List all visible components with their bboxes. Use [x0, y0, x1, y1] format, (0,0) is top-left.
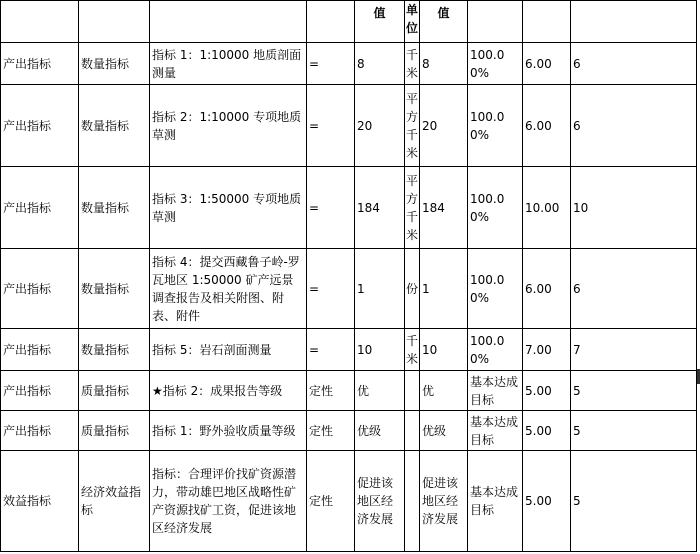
- actual-value-cell: 184: [420, 167, 468, 249]
- category-cell: 产出指标: [1, 249, 79, 329]
- score-cell: 6: [571, 85, 697, 167]
- table-row: [1, 43, 697, 85]
- completion-rate-cell: 100.00%: [468, 85, 523, 167]
- target-value-cell: 优级: [355, 411, 405, 451]
- unit-cell: 平方千米: [405, 85, 420, 167]
- operator-cell: =: [307, 43, 355, 85]
- score-cell: 5: [571, 371, 697, 411]
- unit-cell: [405, 451, 420, 552]
- completion-rate-cell: 100.00%: [468, 329, 523, 371]
- completion-rate-cell: 100.00%: [468, 43, 523, 85]
- operator-cell: 定性: [307, 451, 355, 552]
- subcategory-cell: 数量指标: [79, 249, 150, 329]
- subcategory-cell: 数量指标: [79, 43, 150, 85]
- unit-cell: 千米: [405, 329, 420, 371]
- weight-cell: 6.00: [523, 43, 571, 85]
- unit-cell: [405, 371, 420, 411]
- indicator-cell: 指标 1：野外验收质量等级: [150, 411, 307, 451]
- header-indicator-cell: [150, 1, 307, 43]
- score-cell: 6: [571, 249, 697, 329]
- weight-cell: 5.00: [523, 411, 571, 451]
- unit-cell: 份: [405, 249, 420, 329]
- target-value-cell: 184: [355, 167, 405, 249]
- score-cell: 6: [571, 43, 697, 85]
- table-row: [1, 411, 697, 451]
- operator-cell: 定性: [307, 371, 355, 411]
- subcategory-cell: 数量指标: [79, 329, 150, 371]
- category-cell: 产出指标: [1, 329, 79, 371]
- score-cell: 5: [571, 451, 697, 552]
- unit-cell: 平方千米: [405, 167, 420, 249]
- operator-cell: =: [307, 167, 355, 249]
- target-value-cell: 1: [355, 249, 405, 329]
- category-cell: 产出指标: [1, 411, 79, 451]
- header-subcategory-cell: [79, 1, 150, 43]
- category-cell: 产出指标: [1, 371, 79, 411]
- target-value-cell: 20: [355, 85, 405, 167]
- actual-value-cell: 20: [420, 85, 468, 167]
- category-cell: 效益指标: [1, 451, 79, 552]
- unit-cell: 千米: [405, 43, 420, 85]
- subcategory-cell: 质量指标: [79, 371, 150, 411]
- subcategory-cell: 经济效益指标: [79, 451, 150, 552]
- subcategory-cell: 数量指标: [79, 167, 150, 249]
- completion-rate-cell: 100.00%: [468, 249, 523, 329]
- score-cell: 5: [571, 411, 697, 451]
- header-actual-value-cell: 值: [420, 1, 468, 43]
- weight-cell: 7.00: [523, 329, 571, 371]
- actual-value-cell: 10: [420, 329, 468, 371]
- header-weight-cell: [523, 1, 571, 43]
- indicator-cell: 指标 4：提交西藏鲁子岭-罗瓦地区 1:50000 矿产远景调查报告及相关附图、附表、附件: [150, 249, 307, 329]
- actual-value-cell: 优级: [420, 411, 468, 451]
- header-target-value-cell: 值: [355, 1, 405, 43]
- subcategory-cell: 质量指标: [79, 411, 150, 451]
- header-operator-cell: [307, 1, 355, 43]
- target-value-cell: 8: [355, 43, 405, 85]
- actual-value-cell: 8: [420, 43, 468, 85]
- completion-rate-cell: 基本达成目标: [468, 451, 523, 552]
- subcategory-cell: 数量指标: [79, 85, 150, 167]
- table-row: [1, 451, 697, 552]
- target-value-cell: 10: [355, 329, 405, 371]
- operator-cell: =: [307, 249, 355, 329]
- header-unit-cell: 单位: [405, 1, 420, 43]
- operator-cell: =: [307, 85, 355, 167]
- indicator-cell: 指标 1：1:10000 地质剖面测量: [150, 43, 307, 85]
- operator-cell: =: [307, 329, 355, 371]
- indicator-cell: 指标：合理评价找矿资源潜力，带动雄巴地区战略性矿产资源找矿工资，促进该地区经济发展: [150, 451, 307, 552]
- weight-cell: 5.00: [523, 451, 571, 552]
- actual-value-cell: 促进该地区经济发展: [420, 451, 468, 552]
- unit-cell: [405, 411, 420, 451]
- actual-value-cell: 1: [420, 249, 468, 329]
- score-cell: 7: [571, 329, 697, 371]
- weight-cell: 5.00: [523, 371, 571, 411]
- indicator-cell: 指标 2：1:10000 专项地质草测: [150, 85, 307, 167]
- weight-cell: 6.00: [523, 249, 571, 329]
- table-row: [1, 249, 697, 329]
- indicator-cell: 指标 5：岩石剖面测量: [150, 329, 307, 371]
- weight-cell: 10.00: [523, 167, 571, 249]
- weight-cell: 6.00: [523, 85, 571, 167]
- header-row: [1, 1, 697, 43]
- header-score-cell: [571, 1, 697, 43]
- score-cell: 10: [571, 167, 697, 249]
- header-completion-rate-cell: [468, 1, 523, 43]
- target-value-cell: 优: [355, 371, 405, 411]
- operator-cell: 定性: [307, 411, 355, 451]
- table-row: [1, 371, 697, 411]
- completion-rate-cell: 基本达成目标: [468, 371, 523, 411]
- table-row: [1, 85, 697, 167]
- table-row: [1, 167, 697, 249]
- completion-rate-cell: 基本达成目标: [468, 411, 523, 451]
- category-cell: 产出指标: [1, 43, 79, 85]
- completion-rate-cell: 100.00%: [468, 167, 523, 249]
- header-category-cell: [1, 1, 79, 43]
- actual-value-cell: 优: [420, 371, 468, 411]
- indicator-cell: ★指标 2：成果报告等级: [150, 371, 307, 411]
- indicator-cell: 指标 3：1:50000 专项地质草测: [150, 167, 307, 249]
- target-value-cell: 促进该地区经济发展: [355, 451, 405, 552]
- category-cell: 产出指标: [1, 167, 79, 249]
- category-cell: 产出指标: [1, 85, 79, 167]
- table-row: [1, 329, 697, 371]
